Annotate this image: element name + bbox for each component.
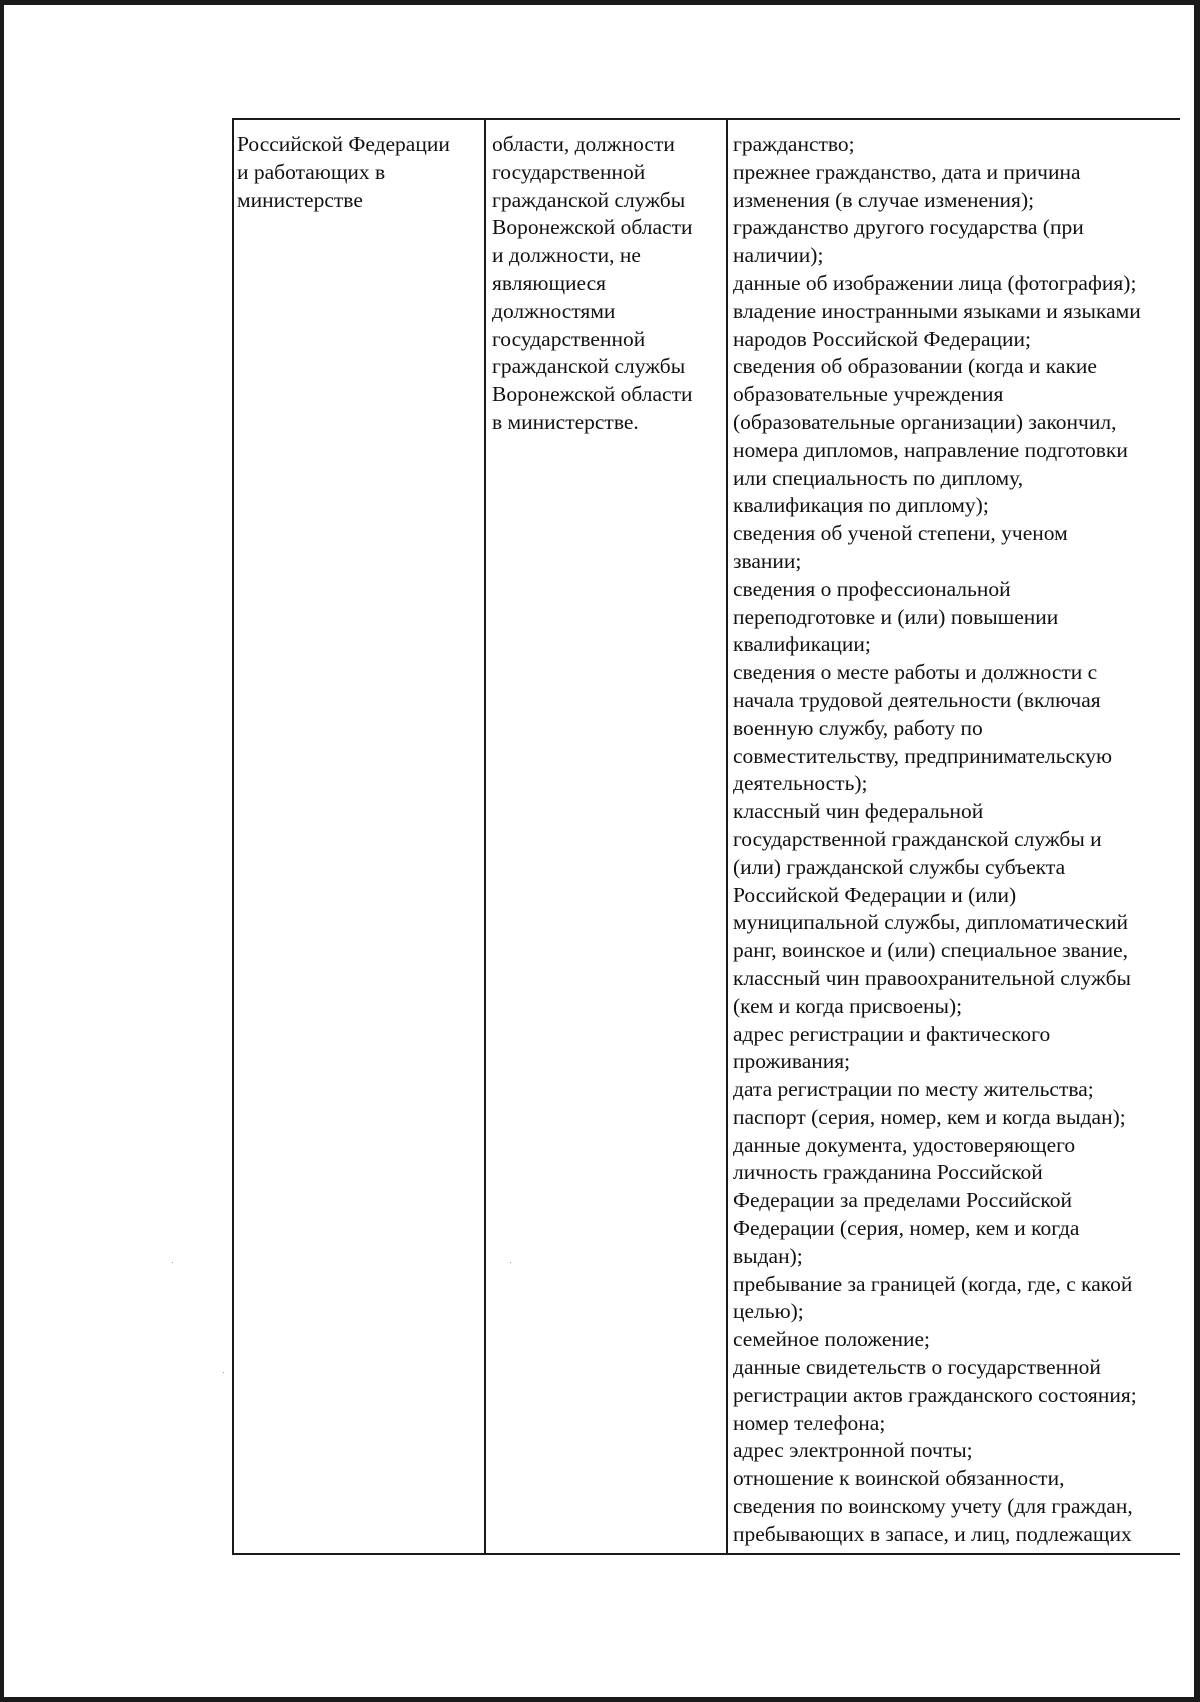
- cell-text-line: начала трудовой деятельности (включая: [733, 687, 1101, 712]
- cell-text-line: адрес регистрации и фактического: [733, 1021, 1051, 1046]
- cell-text-line: ранг, воинское и (или) специальное звание,: [733, 938, 1128, 963]
- cell-text-line: государственной: [492, 326, 646, 351]
- cell-text-line: квалификация по диплому);: [733, 493, 989, 518]
- cell-text-line: Российской Федерации и (или): [733, 882, 1017, 907]
- cell-text-line: государственной гражданской службы и: [733, 826, 1102, 851]
- table-top-border: [232, 118, 1180, 120]
- cell-text-line: данные об изображении лица (фотография);: [733, 270, 1137, 295]
- column-divider-1: [484, 118, 486, 1555]
- cell-text-line: владение иностранными языками и языками: [733, 298, 1141, 323]
- cell-text-line: наличии);: [733, 243, 824, 268]
- cell-text-line: Федерации за пределами Российской: [733, 1188, 1073, 1213]
- table-cell-positions: [492, 131, 724, 437]
- cell-text-line: гражданство другого государства (при: [733, 215, 1084, 240]
- cell-text-line: сведения об образовании (когда и какие: [733, 354, 1097, 379]
- cell-text-line: выдан);: [733, 1243, 803, 1268]
- cell-text-line: являющиеся: [492, 270, 607, 295]
- scan-speck: [510, 1262, 511, 1263]
- cell-text-line: сведения по воинскому учету (для граждан,: [733, 1494, 1133, 1519]
- cell-text-line: классный чин федеральной: [733, 799, 984, 824]
- cell-text-line: (кем и когда присвоены);: [733, 993, 963, 1018]
- cell-text-line: образовательные учреждения: [733, 382, 1004, 407]
- cell-text-line: номера дипломов, направление подготовки: [733, 437, 1128, 462]
- cell-text-line: государственной: [492, 159, 646, 184]
- cell-text-line: семейное положение;: [733, 1327, 930, 1352]
- cell-text-line: министерстве: [237, 187, 363, 212]
- column-divider-2: [726, 118, 728, 1555]
- cell-text-line: пребывание за границей (когда, где, с какой: [733, 1271, 1133, 1296]
- cell-text-line: адрес электронной почты;: [733, 1438, 973, 1463]
- cell-text-line: или специальность по диплому,: [733, 465, 1024, 490]
- cell-text-line: изменения (в случае изменения);: [733, 187, 1035, 212]
- cell-text-line: гражданской службы: [492, 354, 686, 379]
- cell-text-line: данные свидетельств о государственной: [733, 1355, 1101, 1380]
- cell-text-line: совместительству, предпринимательскую: [733, 743, 1113, 768]
- cell-text-line: звании;: [733, 548, 802, 573]
- cell-text-line: сведения о месте работы и должности с: [733, 660, 1098, 685]
- cell-text-line: народов Российской Федерации;: [733, 326, 1031, 351]
- table-cell-personal-data-list: [733, 131, 1180, 1549]
- cell-text-line: регистрации актов гражданского состояния;: [733, 1382, 1137, 1407]
- cell-text-line: дата регистрации по месту жительства;: [733, 1077, 1094, 1102]
- cell-text-line: личность гражданина Российской: [733, 1160, 1043, 1185]
- cell-text-line: гражданство;: [733, 132, 855, 156]
- scan-speck: [172, 1262, 173, 1263]
- cell-text-line: должностями: [492, 298, 616, 323]
- scan-speck: [223, 1372, 224, 1373]
- cell-text-line: проживания;: [733, 1049, 851, 1074]
- cell-text-line: данные документа, удостоверяющего: [733, 1132, 1076, 1157]
- cell-text-line: (образовательные организации) закончил,: [733, 409, 1117, 434]
- cell-text-line: прежнее гражданство, дата и причина: [733, 159, 1081, 184]
- cell-text-line: номер телефона;: [733, 1410, 886, 1435]
- cell-text-line: гражданской службы: [492, 187, 686, 212]
- cell-text-line: в министерстве.: [492, 409, 639, 434]
- cell-text-line: паспорт (серия, номер, кем и когда выдан);: [733, 1104, 1126, 1129]
- cell-text-line: Российской Федерации: [237, 132, 450, 156]
- cell-text-line: сведения о профессиональной: [733, 576, 1011, 601]
- cell-text-line: отношение к воинской обязанности,: [733, 1466, 1065, 1491]
- table-left-border: [232, 118, 234, 1555]
- cell-text-line: сведения об ученой степени, ученом: [733, 521, 1068, 546]
- table-cell-employee-category: [237, 131, 481, 214]
- cell-text-line: квалификации;: [733, 632, 871, 657]
- cell-text-line: пребывающих в запасе, и лиц, подлежащих: [733, 1521, 1132, 1546]
- cell-text-line: целью);: [733, 1299, 804, 1324]
- cell-text-line: муниципальной службы, дипломатический: [733, 910, 1128, 935]
- cell-text-line: области, должности: [492, 132, 675, 156]
- cell-text-line: (или) гражданской службы субъекта: [733, 854, 1066, 879]
- cell-text-line: Воронежской области: [492, 215, 693, 240]
- cell-text-line: военную службу, работу по: [733, 715, 983, 740]
- cell-text-line: переподготовке и (или) повышении: [733, 604, 1059, 629]
- table-bottom-border: [232, 1553, 1180, 1555]
- cell-text-line: и работающих в: [237, 159, 386, 184]
- cell-text-line: классный чин правоохранительной службы: [733, 965, 1131, 990]
- cell-text-line: Воронежской области: [492, 382, 693, 407]
- cell-text-line: и должности, не: [492, 243, 641, 268]
- cell-text-line: деятельность);: [733, 771, 868, 796]
- cell-text-line: Федерации (серия, номер, кем и когда: [733, 1216, 1080, 1241]
